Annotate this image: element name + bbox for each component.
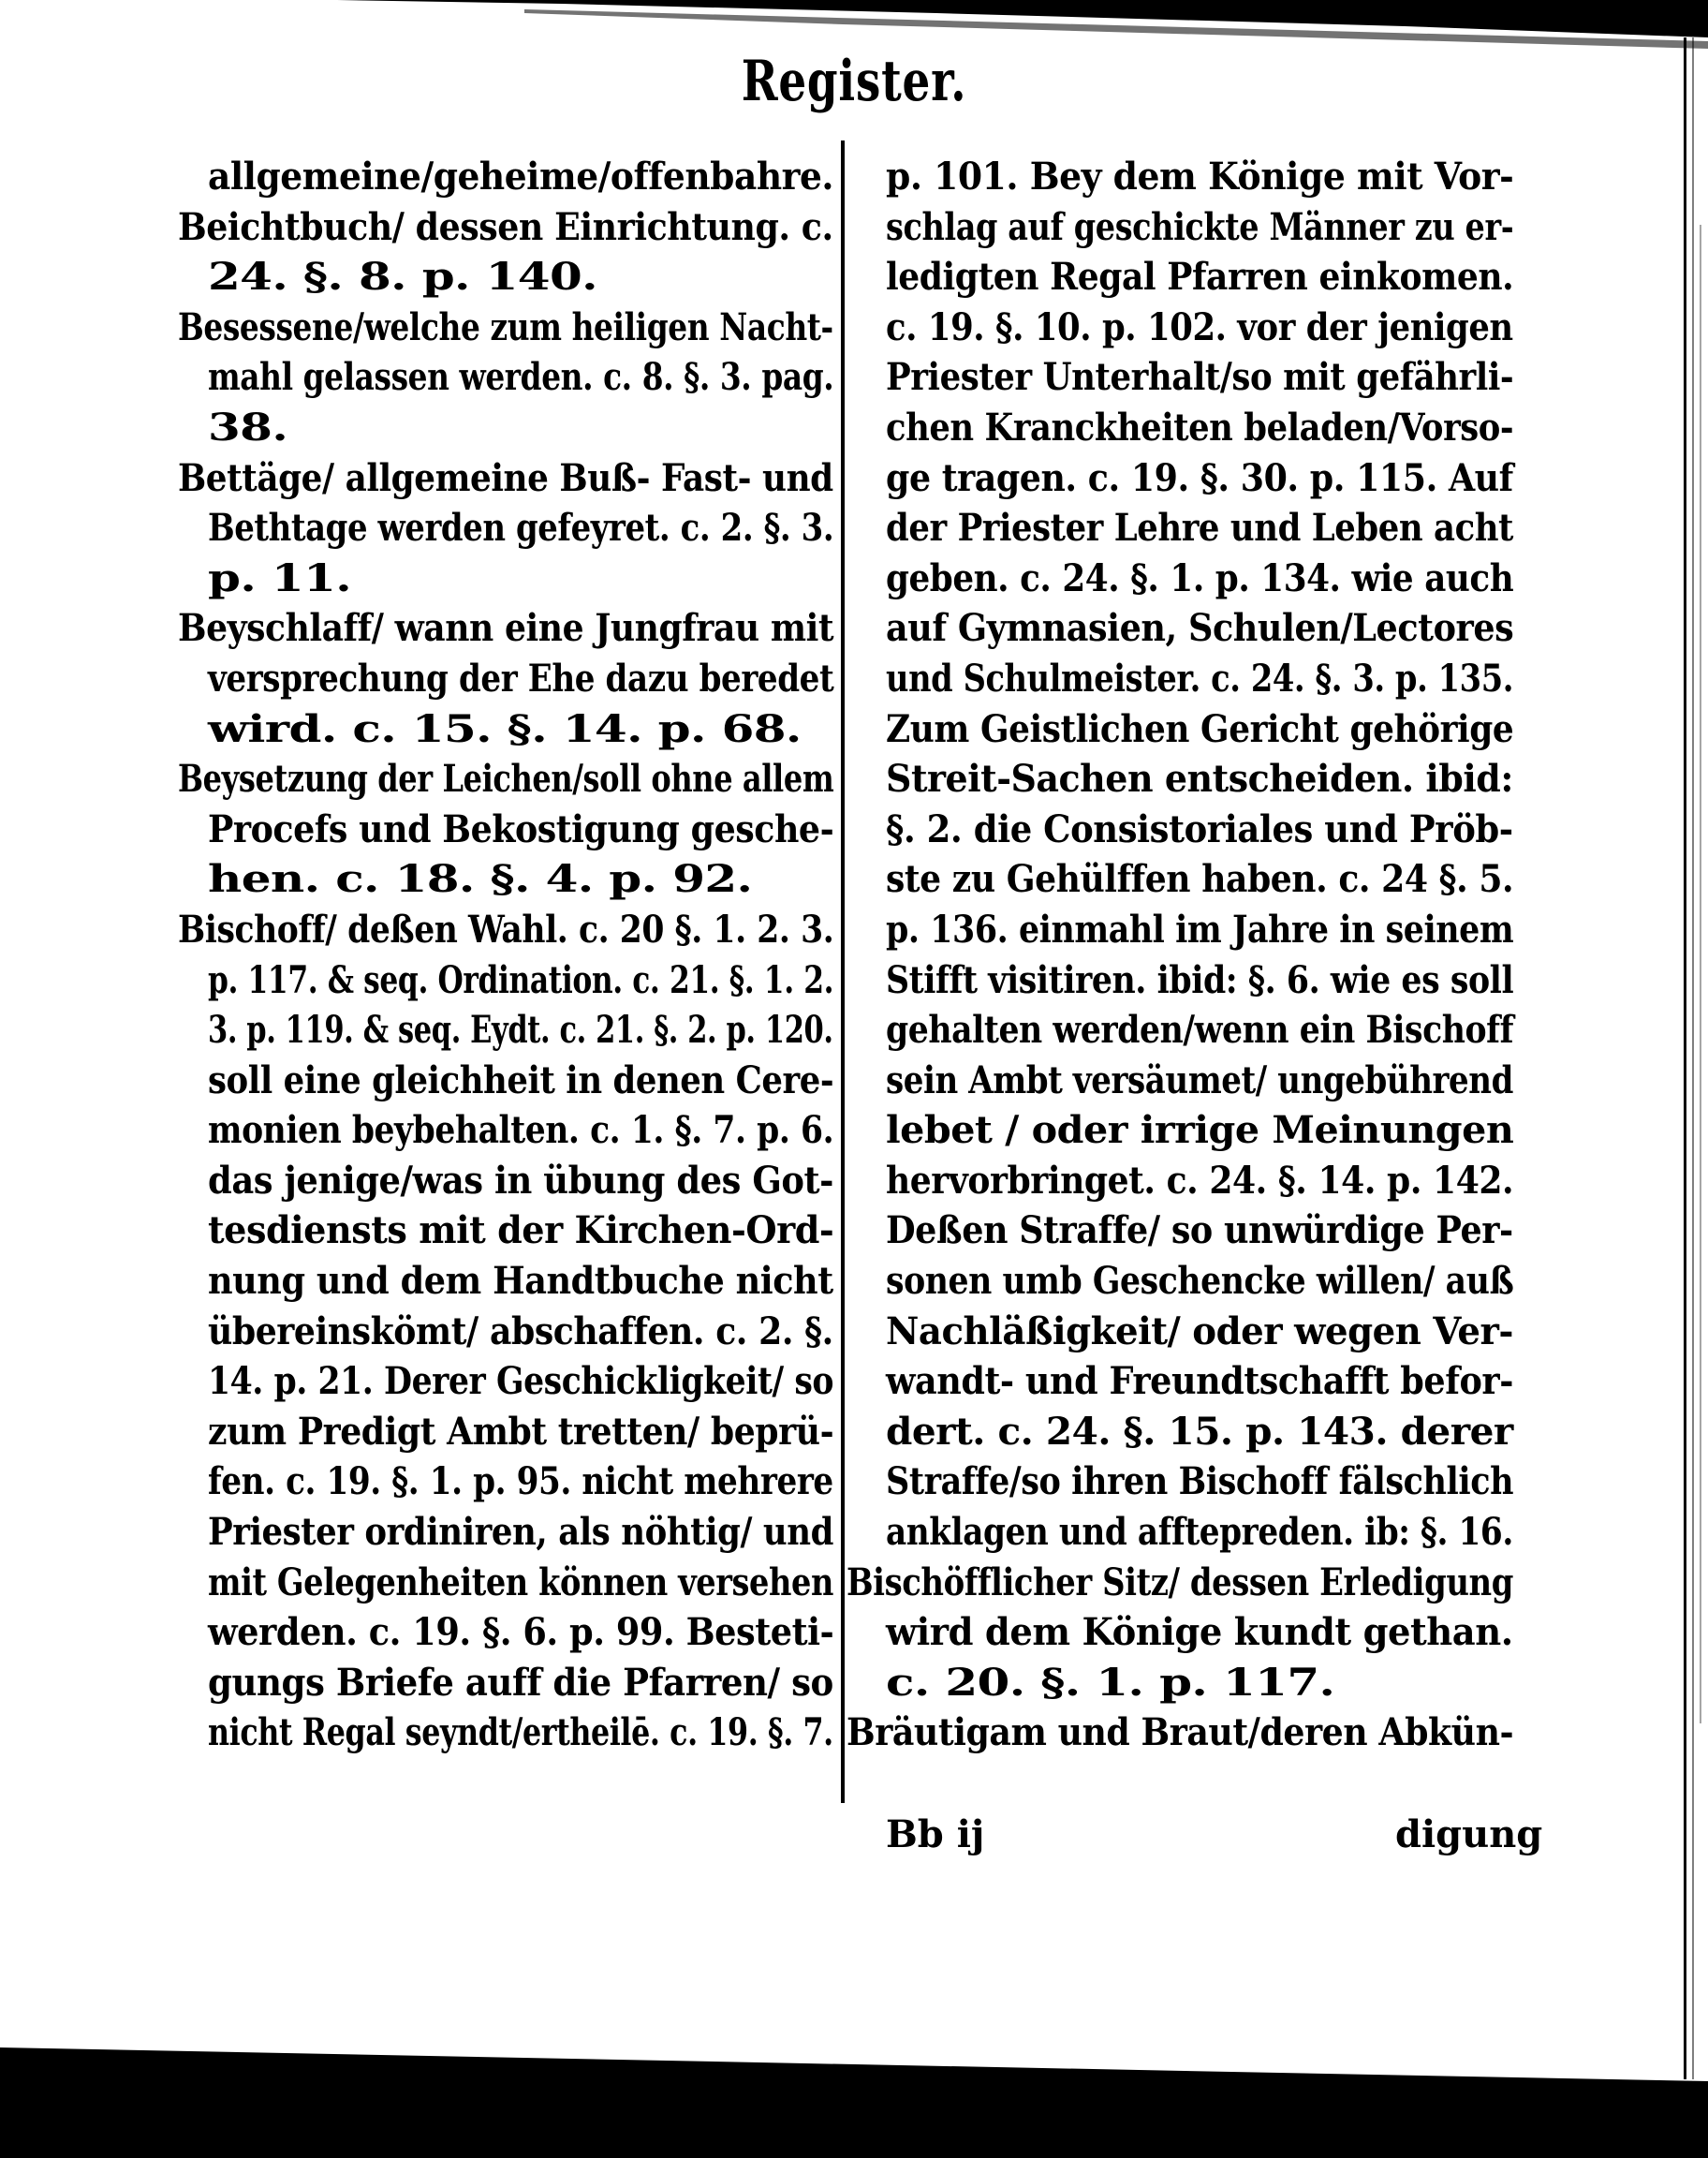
index-line: monien beybehalten. c. 1. §. 7. p. 6.	[208, 1108, 834, 1153]
index-line: gehalten werden/wenn ein Bischoff	[886, 1008, 1514, 1053]
index-entry-heading: Bräutigam und Braut/deren Abkün-	[847, 1710, 1514, 1755]
index-line: gungs Briefe auff die Pfarren/ so	[208, 1660, 833, 1705]
index-line: sein Ambt versäumet/ ungebührend	[886, 1057, 1513, 1102]
index-line: Zum Geistlichen Gericht gehörige	[886, 706, 1514, 751]
index-line: Bethtage werden gefeyret. c. 2. §. 3.	[208, 506, 834, 551]
index-line: p. 117. & seq. Ordination. c. 21. §. 1. 2.	[208, 957, 834, 1002]
index-line: werden. c. 19. §. 6. p. 99. Besteti-	[208, 1610, 834, 1655]
index-line: Stifft visitiren. ibid: §. 6. wie es soll	[886, 957, 1514, 1002]
catchword: digung	[1395, 1812, 1543, 1856]
scan-edge-right	[1679, 37, 1708, 2079]
index-line: Streit-Sachen entscheiden. ibid:	[886, 757, 1513, 802]
index-line: chen Kranckheiten beladen/Vorso-	[886, 405, 1514, 450]
index-entry-heading: Bettäge/ allgemeine Buß- Fast- und	[178, 455, 833, 500]
index-line: übereinskömt/ abschaffen. c. 2. §.	[208, 1308, 833, 1353]
page-title: Register.	[741, 49, 967, 114]
index-line: und Schulmeister. c. 24. §. 3. p. 135.	[886, 656, 1514, 701]
index-line: wandt- und Freundtschafft befor-	[886, 1359, 1513, 1404]
index-line: p. 101. Bey dem Könige mit Vor-	[886, 155, 1514, 199]
index-line: sonen umb Geschencke willen/ auß	[886, 1259, 1514, 1304]
index-line: wird dem Könige kundt gethan.	[886, 1610, 1513, 1655]
index-line: nung und dem Handtbuche nicht	[208, 1259, 833, 1304]
index-line: der Priester Lehre und Leben acht	[886, 506, 1513, 551]
index-entry-heading: Beysetzung der Leichen/soll ohne allem	[178, 757, 834, 802]
index-entry-heading: Beichtbuch/ dessen Einrichtung. c.	[178, 204, 833, 249]
index-line: schlag auf geschickte Männer zu er-	[886, 204, 1514, 249]
index-line: das jenige/was in übung des Got-	[208, 1158, 833, 1203]
index-line: p. 136. einmahl im Jahre in seinem	[886, 907, 1514, 952]
index-line: mahl gelassen werden. c. 8. §. 3. pag.	[208, 355, 834, 400]
index-line: wird. c. 15. §. 14. p. 68.	[208, 706, 802, 751]
index-line: Straffe/so ihren Bischoff fälschlich	[886, 1459, 1514, 1504]
index-line: nicht Regal seyndt/ertheilē. c. 19. §. 7.	[208, 1710, 833, 1755]
index-line: tesdiensts mit der Kirchen-Ord-	[208, 1208, 834, 1253]
index-line: geben. c. 24. §. 1. p. 134. wie auch	[886, 555, 1514, 600]
index-line: Procefs und Bekostigung gesche-	[208, 806, 834, 851]
index-line: ge tragen. c. 19. §. 30. p. 115. Auf	[886, 455, 1513, 500]
index-entry-heading: Bischöfflicher Sitz/ dessen Erledigung	[847, 1559, 1513, 1604]
index-line: ledigten Regal Pfarren einkomen.	[886, 255, 1514, 300]
index-line: c. 20. §. 1. p. 117.	[886, 1660, 1335, 1705]
index-line: 38.	[208, 405, 288, 450]
index-line: soll eine gleichheit in denen Cere-	[208, 1057, 834, 1102]
index-line: §. 2. die Consistoriales und Pröb-	[886, 806, 1513, 851]
index-line: mit Gelegenheiten können versehen	[208, 1559, 833, 1604]
index-line: p. 11.	[208, 555, 352, 600]
left-column	[178, 152, 833, 1758]
index-line: 14. p. 21. Derer Geschickligkeit/ so	[208, 1359, 834, 1404]
index-entry-heading: Bischoff/ deßen Wahl. c. 20 §. 1. 2. 3.	[178, 907, 834, 952]
index-line: Priester ordiniren, als nöhtig/ und	[208, 1510, 834, 1555]
index-line: hen. c. 18. §. 4. p. 92.	[208, 857, 753, 902]
index-line: c. 19. §. 10. p. 102. vor der jenigen	[886, 304, 1513, 349]
index-line: lebet / oder irrige Meinungen	[886, 1108, 1514, 1153]
index-line: fen. c. 19. §. 1. p. 95. nicht mehrere	[208, 1459, 833, 1504]
index-entry-heading: Besessene/welche zum heiligen Nacht-	[178, 304, 833, 349]
index-line: Deßen Straffe/ so unwürdige Per-	[886, 1208, 1513, 1253]
index-line: dert. c. 24. §. 15. p. 143. derer	[886, 1409, 1513, 1454]
index-line: zum Predigt Ambt tretten/ beprü-	[208, 1409, 834, 1454]
index-line: Priester Unterhalt/so mit gefährli-	[886, 355, 1514, 400]
signature-mark: Bb ij	[886, 1812, 985, 1856]
index-line: allgemeine/geheime/offenbahre.	[208, 155, 834, 199]
index-line: 3. p. 119. & seq. Eydt. c. 21. §. 2. p. 120.	[208, 1008, 833, 1053]
index-line: Nachläßigkeit/ oder wegen Ver-	[886, 1308, 1513, 1353]
index-line: anklagen und afftерreden. ib: §. 16.	[886, 1510, 1513, 1555]
index-line: 24. §. 8. p. 140.	[208, 255, 597, 300]
right-column	[847, 152, 1513, 1758]
scan-edge-bottom	[0, 2042, 1708, 2158]
index-line: ste zu Gehülffen haben. c. 24 §. 5.	[886, 857, 1514, 902]
index-entry-heading: Beyschlaff/ wann eine Jungfrau mit	[178, 606, 834, 651]
index-line: auf Gymnasien, Schulen/Lectores	[886, 606, 1514, 651]
index-line: versprechung der Ehe dazu beredet	[208, 656, 834, 701]
index-line: hervorbringet. c. 24. §. 14. p. 142.	[886, 1158, 1514, 1203]
